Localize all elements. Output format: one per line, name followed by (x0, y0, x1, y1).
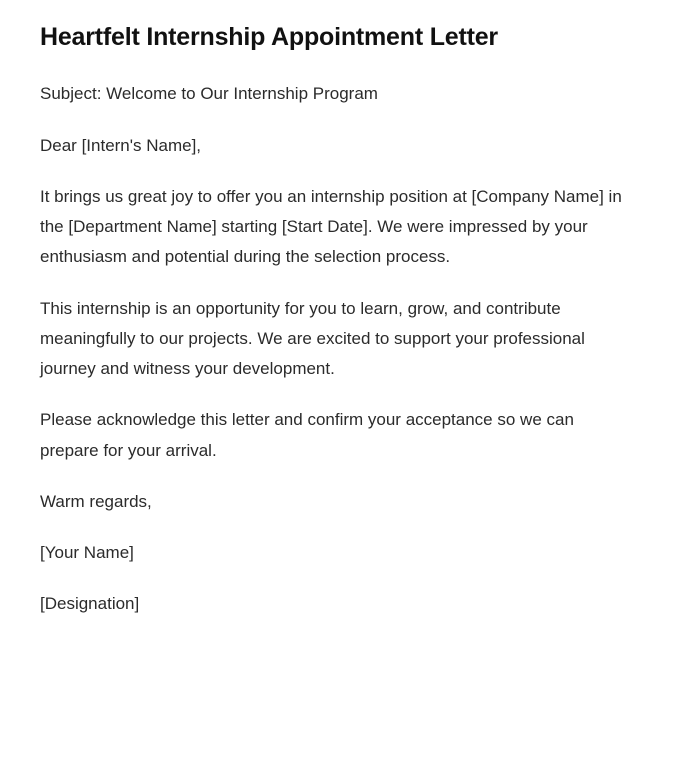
closing-line: Warm regards, (40, 491, 152, 511)
signature-name: [Your Name] (40, 543, 134, 562)
body-paragraph-1: It brings us great joy to offer you an internship position at [Company Name] in the [Department Name] starting [Start Date]. We were impressed by your enthusiasm and potential during the selection process. (40, 186, 622, 267)
signature-designation: [Designation] (40, 594, 140, 614)
body-paragraph-3: Please acknowledge this letter and confirm your acceptance so we can prepare for your arrival. (40, 410, 574, 460)
subject-line: Subject: Welcome to Our Internship Program (40, 84, 378, 104)
salutation: Dear [Intern's Name], (40, 135, 202, 155)
page-title: Heartfelt Internship Appointment Letter (40, 23, 498, 51)
body-paragraph-2: This internship is an opportunity for you to learn, grow, and contribute meaningfully to our projects. We are excited to support your professional journey and witness your development. (40, 298, 585, 378)
